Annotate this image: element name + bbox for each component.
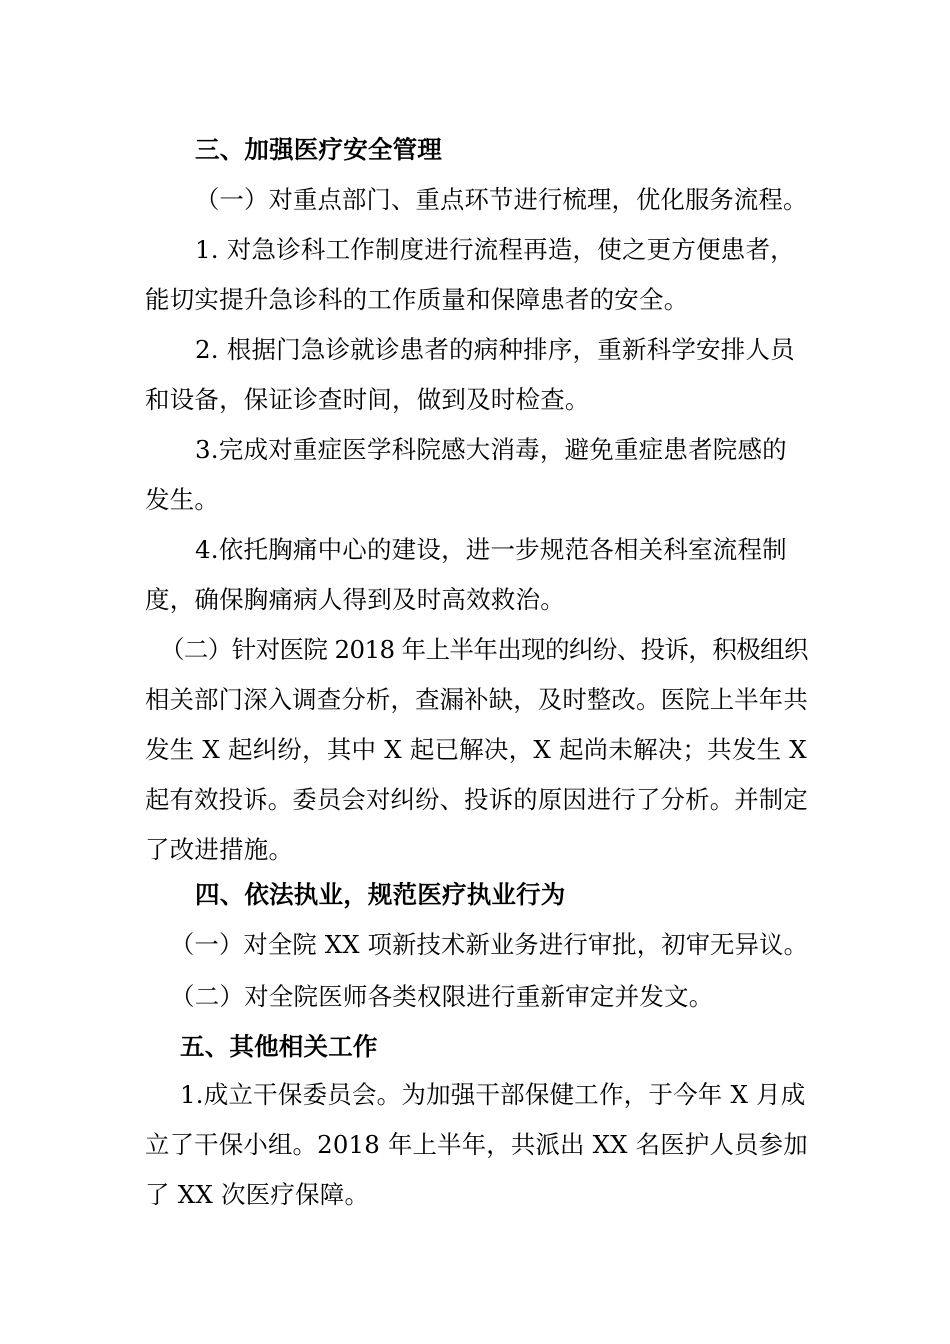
section-3-item-4-line-2: 度，确保胸痛病人得到及时高效救治。 (145, 585, 565, 614)
section-3-sub-2-line-3: 发生 X 起纠纷，其中 X 起已解决，X 起尚未解决；共发生 X (145, 735, 807, 764)
section-4-heading: 四、依法执业，规范医疗执业行为 (195, 880, 566, 909)
section-5-item-1-line-2: 立了干保小组。2018 年上半年，共派出 XX 名医护人员参加 (145, 1130, 808, 1159)
section-3-heading: 三、加强医疗安全管理 (195, 135, 442, 164)
section-3-sub-2-line-2: 相关部门深入调查分析，查漏补缺，及时整改。医院上半年共 (145, 685, 808, 714)
section-4-sub-2: （二）对全院医师各类权限进行重新审定并发文。 (170, 982, 714, 1011)
section-5-item-1-line-1: 1.成立干保委员会。为加强干部保健工作，于今年 X 月成 (180, 1080, 806, 1109)
section-3-sub-2-line-4: 起有效投诉。委员会对纠纷、投诉的原因进行了分析。并制定 (145, 785, 808, 814)
section-3-item-2-line-1: 2. 根据门急诊就诊患者的病种排序，重新科学安排人员 (195, 335, 795, 364)
section-3-sub-2-line-5: 了改进措施。 (145, 835, 294, 864)
section-5-item-1-line-3: 了 XX 次医疗保障。 (145, 1180, 370, 1209)
section-3-item-2-line-2: 和设备，保证诊查时间，做到及时检查。 (145, 385, 590, 414)
section-4-sub-1: （一）对全院 XX 项新技术新业务进行审批，初审无异议。 (170, 930, 809, 959)
section-3-item-1-line-1: 1. 对急诊科工作制度进行流程再造，使之更方便患者， (195, 235, 795, 264)
section-3-item-1-line-2: 能切实提升急诊科的工作质量和保障患者的安全。 (145, 285, 689, 314)
section-3-item-4-line-1: 4.依托胸痛中心的建设，进一步规范各相关科室流程制 (195, 535, 787, 564)
section-5-heading: 五、其他相关工作 (180, 1032, 378, 1061)
section-3-item-3-line-1: 3.完成对重症医学科院感大消毒，避免重症患者院感的 (195, 435, 787, 464)
section-3-sub-2-line-1: （二）针对医院 2018 年上半年出现的纠纷、投诉，积极组织 (160, 635, 808, 664)
section-3-sub-1-title: （一）对重点部门、重点环节进行梳理，优化服务流程。 (195, 185, 808, 214)
section-3-item-3-line-2: 发生。 (145, 485, 220, 514)
